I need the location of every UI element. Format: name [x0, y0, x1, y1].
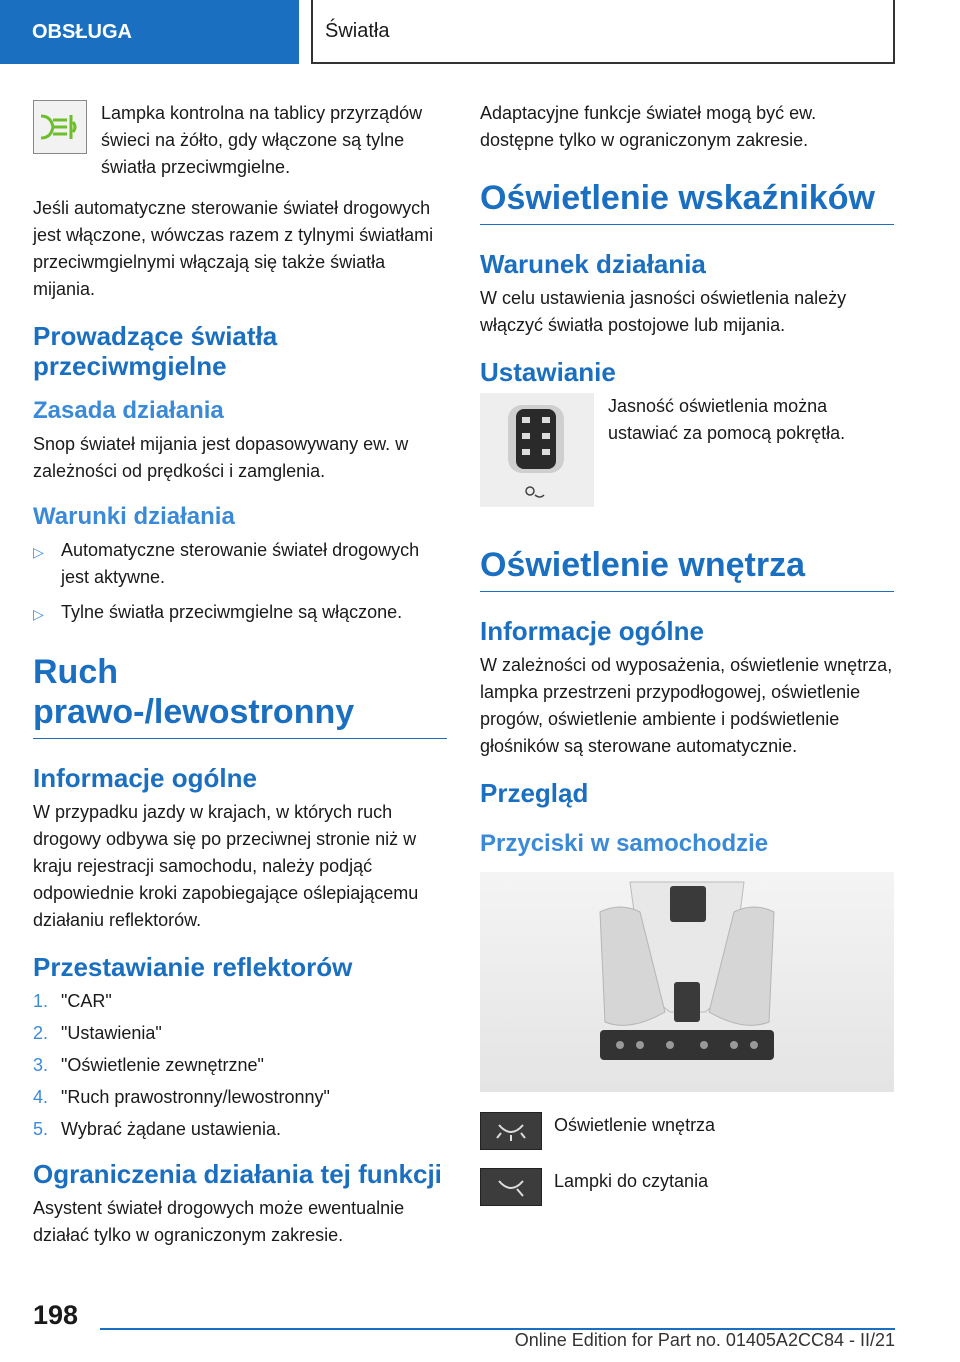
heading-interior-lighting: Oświetlenie wnętrza [480, 545, 894, 592]
heading-instrument-lighting: Oświetlenie wskaźników [480, 178, 894, 225]
paragraph: W przypadku jazdy w krajach, w których ruch drogowy odbywa się po przeciwnej stronie niż w kraju rejestracji samochodu, należy podjąć odpowiednie kroki zapobiegające oślepiającemu działaniu reflektorów. [33, 802, 419, 930]
heading-overview: Przegląd [480, 778, 589, 808]
left-column [33, 100, 447, 1267]
list-item-text: Tylne światła przeciwmgielne są włączone. [61, 602, 403, 622]
reading-light-icon [480, 1168, 542, 1206]
heading-fog-lights: Prowadzące światła przeciwmgielne [33, 321, 278, 381]
button-label: Oświetlenie wnętrza [554, 1115, 716, 1135]
step-text: "Oświetlenie zewnętrzne" [61, 1055, 264, 1075]
list-item [33, 1052, 447, 1079]
chapter-title: Światła [311, 0, 895, 64]
step-number: 4. [33, 1087, 49, 1107]
section-tab: OBSŁUGA [0, 0, 299, 64]
footer-edition: Online Edition for Part no. 01405A2CC84 - II/21 [514, 1330, 895, 1350]
interior-light-icon [480, 1112, 542, 1150]
list-item [33, 1116, 447, 1143]
step-text: "Ustawienia" [61, 1023, 162, 1043]
heading-adjust-headlights: Przestawianie reflektorów [33, 952, 353, 982]
conditions-list [33, 537, 447, 628]
step-text: Wybrać żądane ustawienia. [61, 1119, 281, 1139]
triangle-bullet-icon: ▷ [33, 544, 44, 560]
reading-light-row [480, 1168, 894, 1206]
rear-fog-light-indicator-icon [33, 100, 87, 154]
brightness-dial-image [480, 393, 594, 507]
paragraph: Adaptacyjne funkcje świateł mogą być ew. dostępne tylko w ograniczonym zakresie. [480, 103, 817, 150]
list-item [33, 537, 447, 591]
heading-condition: Warunek działania [480, 249, 706, 279]
paragraph: Asystent świateł drogowych może ewentualnie działać tylko w ograniczonym zakresie. [33, 1198, 405, 1245]
triangle-bullet-icon: ▷ [33, 606, 44, 622]
step-text: "CAR" [61, 991, 112, 1011]
heading-general-info: Informacje ogólne [33, 763, 257, 793]
list-item-text: Automatyczne sterowanie świateł drogowych jest aktywne. [61, 540, 420, 587]
steps-list [33, 988, 447, 1143]
heading-conditions: Warunki działania [33, 503, 235, 530]
heading-general-info: Informacje ogólne [480, 616, 704, 646]
step-number: 3. [33, 1055, 49, 1075]
fog-indicator-note [33, 100, 447, 181]
heading-principle: Zasada działania [33, 397, 224, 424]
list-item [33, 1084, 447, 1111]
dimmer-row [480, 393, 894, 507]
step-text: "Ruch prawostronny/lewostronny" [61, 1087, 330, 1107]
heading-limitations: Ograniczenia działania tej funkcji [33, 1159, 442, 1189]
heading-traffic-side: Ruch prawo-/lewostronny [33, 652, 447, 739]
intro-text: Lampka kontrolna na tablicy przyrządów świeci na żółto, gdy włączone są tylne światła przeciwmgielne. [101, 103, 423, 177]
interior-light-row [480, 1112, 894, 1150]
step-number: 5. [33, 1119, 49, 1139]
dial-text: Jasność oświetlenia można ustawiać za pomocą pokrętła. [608, 396, 846, 443]
paragraph: Snop świateł mijania jest dopasowywany ew. w zależności od prędkości i zamglenia. [33, 434, 409, 481]
overhead-console-image [480, 872, 894, 1092]
page-number: 198 [33, 1300, 79, 1330]
list-item [33, 599, 447, 628]
paragraph: W celu ustawienia jasności oświetlenia należy włączyć światła postojowe lub mijania. [480, 288, 847, 335]
heading-adjusting: Ustawianie [480, 357, 616, 387]
list-item [33, 1020, 447, 1047]
list-item [33, 988, 447, 1015]
step-number: 1. [33, 991, 49, 1011]
button-label: Lampki do czytania [554, 1171, 709, 1191]
paragraph: Jeśli automatyczne sterowanie świateł drogowych jest włączone, wówczas razem z tylnymi światłami przeciwmgielnymi włączają się także światła mijania. [33, 198, 434, 299]
paragraph: W zależności od wyposażenia, oświetlenie wnętrza, lampka przestrzeni przypodłogowej, oświetlenie progów, oświetlenie ambiente i podświetlenie głośników są sterowane automatycznie. [480, 655, 893, 756]
right-column [480, 100, 894, 1224]
heading-buttons-in-car: Przyciski w samochodzie [480, 830, 769, 857]
step-number: 2. [33, 1023, 49, 1043]
